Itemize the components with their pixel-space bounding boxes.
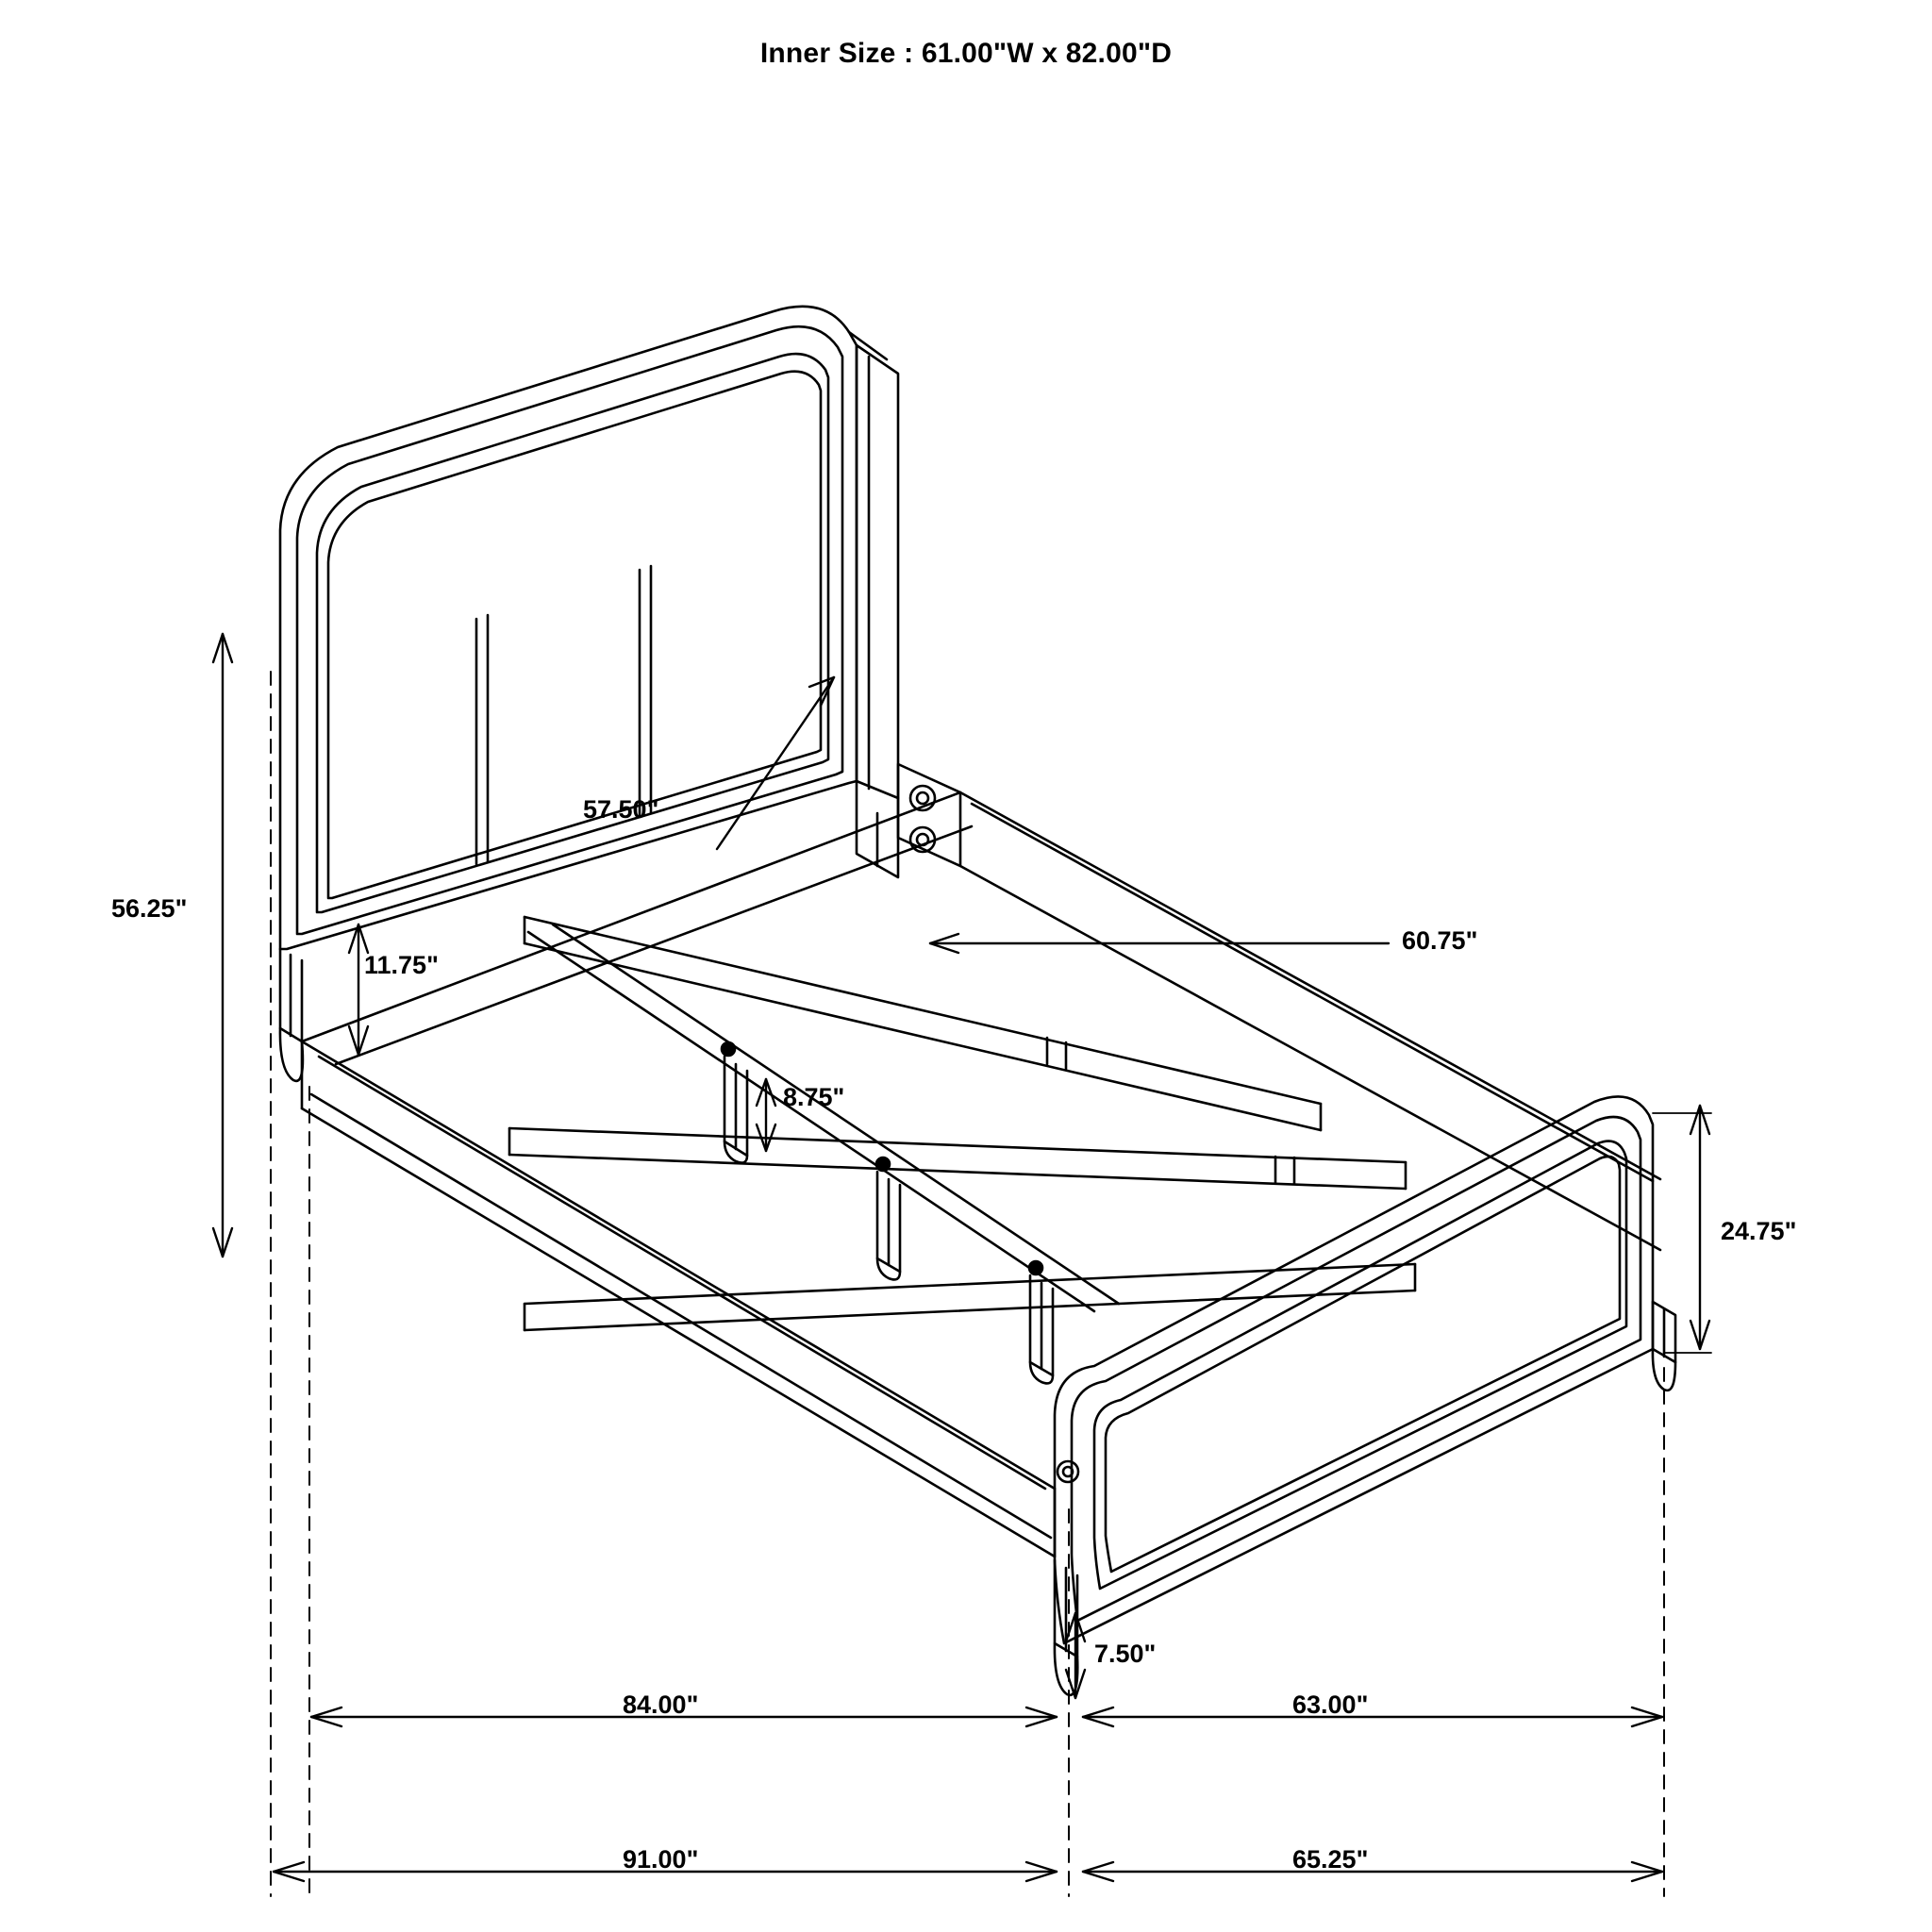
dimension-label-depth-lower-left: 91.00" [623, 1845, 699, 1874]
dimension-label-footboard-height: 24.75" [1721, 1217, 1797, 1245]
dimension-label-slat-height: 8.75" [783, 1083, 845, 1111]
page-title: Inner Size : 61.00"W x 82.00"D [759, 38, 1173, 69]
dimension-label-depth-lower-right: 65.25" [1292, 1845, 1369, 1874]
dimension-label-headboard-height: 56.25" [111, 894, 188, 923]
bed-frame-group [302, 764, 1660, 1557]
dimension-label-footboard-clearance: 7.50" [1094, 1640, 1157, 1668]
dimension-label-depth-upper-right: 63.00" [1292, 1690, 1369, 1719]
dimension-label-inner-width: 60.75" [1402, 926, 1478, 955]
dimension-label-headboard-panel-width: 57.50" [583, 795, 659, 824]
dimension-label-depth-upper-left: 84.00" [623, 1690, 699, 1719]
dimension-label-rail-to-panel: 11.75" [364, 951, 439, 979]
